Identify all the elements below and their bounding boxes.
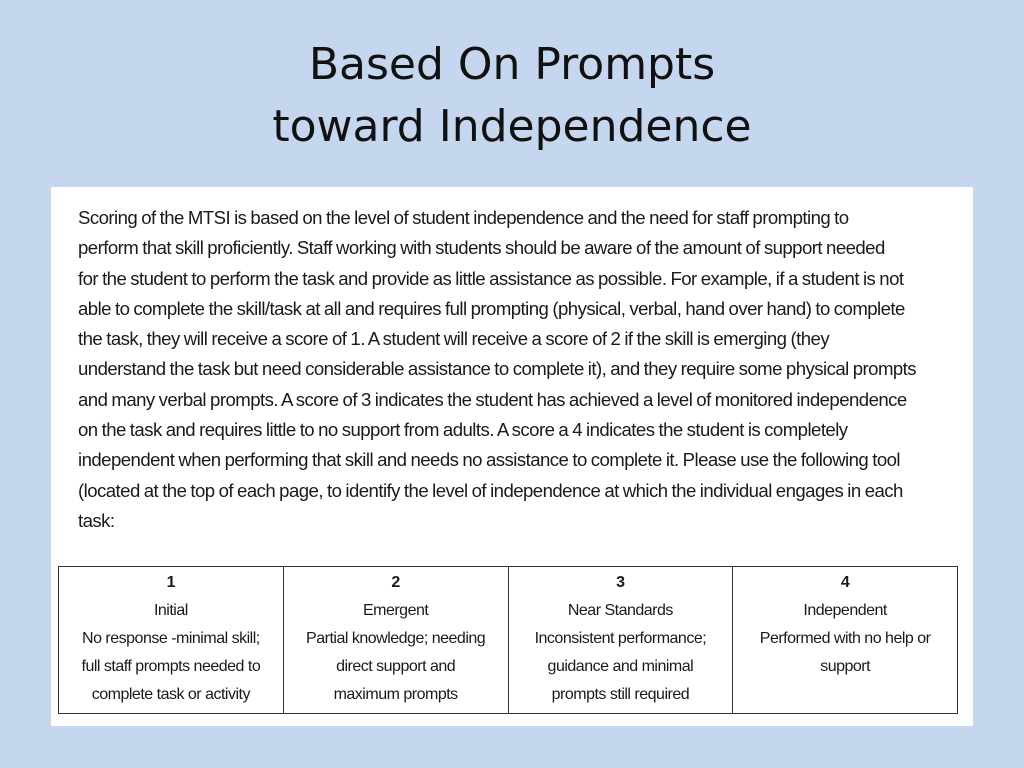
level-number: 1 <box>166 574 176 591</box>
paragraph-line: Scoring of the MTSI is based on the level of student independence and the need for staff prompting to <box>78 207 849 228</box>
level-name: Emergent <box>362 602 429 619</box>
level-description-line: support <box>820 658 871 675</box>
slide-title <box>0 34 1024 158</box>
level-name: Near Standards <box>567 602 673 619</box>
level-number: 3 <box>616 574 625 591</box>
paragraph-line: understand the task but need considerable assistance to complete it), and they require some physical prompts <box>78 358 917 380</box>
level-description <box>286 625 506 709</box>
level-description-line: Partial knowledge; needing <box>306 630 486 647</box>
level-description <box>61 625 281 709</box>
level-description-line: Performed with no help or <box>759 630 931 647</box>
level-description-line: complete task or activity <box>91 686 250 703</box>
paragraph-line: task: <box>78 509 115 531</box>
paragraph-line: the task, they will receive a score of 1. A student will receive a score of 2 if the skill is emerging (they <box>78 328 830 350</box>
content-panel <box>51 187 973 726</box>
level-cell-2 <box>283 567 508 714</box>
level-cell-3 <box>508 567 733 714</box>
paragraph-line: independent when performing that skill and needs no assistance to complete it. Please use the following tool <box>78 449 900 471</box>
title-line: Based On Prompts <box>308 39 716 90</box>
table-row <box>59 567 958 714</box>
level-description-line: full staff prompts needed to <box>81 658 261 675</box>
level-number: 4 <box>840 574 850 591</box>
paragraph-line: (located at the top of each page, to identify the level of independence at which the individual engages in each <box>78 479 903 501</box>
level-description <box>735 625 955 681</box>
level-name: Independent <box>803 602 887 619</box>
level-description-line: direct support and <box>336 658 456 675</box>
level-number: 2 <box>391 574 400 591</box>
paragraph-line: and many verbal prompts. A score of 3 indicates the student has achieved a level of monitored independence <box>78 388 907 410</box>
paragraph-line: on the task and requires little to no support from adults. A score a 4 indicates the student is completely <box>78 419 848 441</box>
level-description-line: prompts still required <box>551 686 690 703</box>
level-description-line: No response -minimal skill; <box>82 630 260 647</box>
paragraph-line: perform that skill proficiently. Staff working with students should be aware of the amount of support needed <box>78 237 885 259</box>
paragraph-line: for the student to perform the task and provide as little assistance as possible. For example, if a student is not <box>78 267 904 289</box>
level-name: Initial <box>153 602 188 619</box>
level-cell-4 <box>733 567 958 714</box>
scoring-paragraph <box>78 203 958 536</box>
paragraph-line: able to complete the skill/task at all and requires full prompting (physical, verbal, hand over hand) to complete <box>78 297 905 319</box>
level-description-line: guidance and minimal <box>547 658 694 675</box>
level-description-line: Inconsistent performance; <box>534 630 707 647</box>
level-cell-1 <box>59 567 284 714</box>
independence-levels-table <box>58 566 958 714</box>
level-description-line: maximum prompts <box>333 686 458 703</box>
title-line: toward Independence <box>272 101 752 152</box>
level-description <box>511 625 731 709</box>
